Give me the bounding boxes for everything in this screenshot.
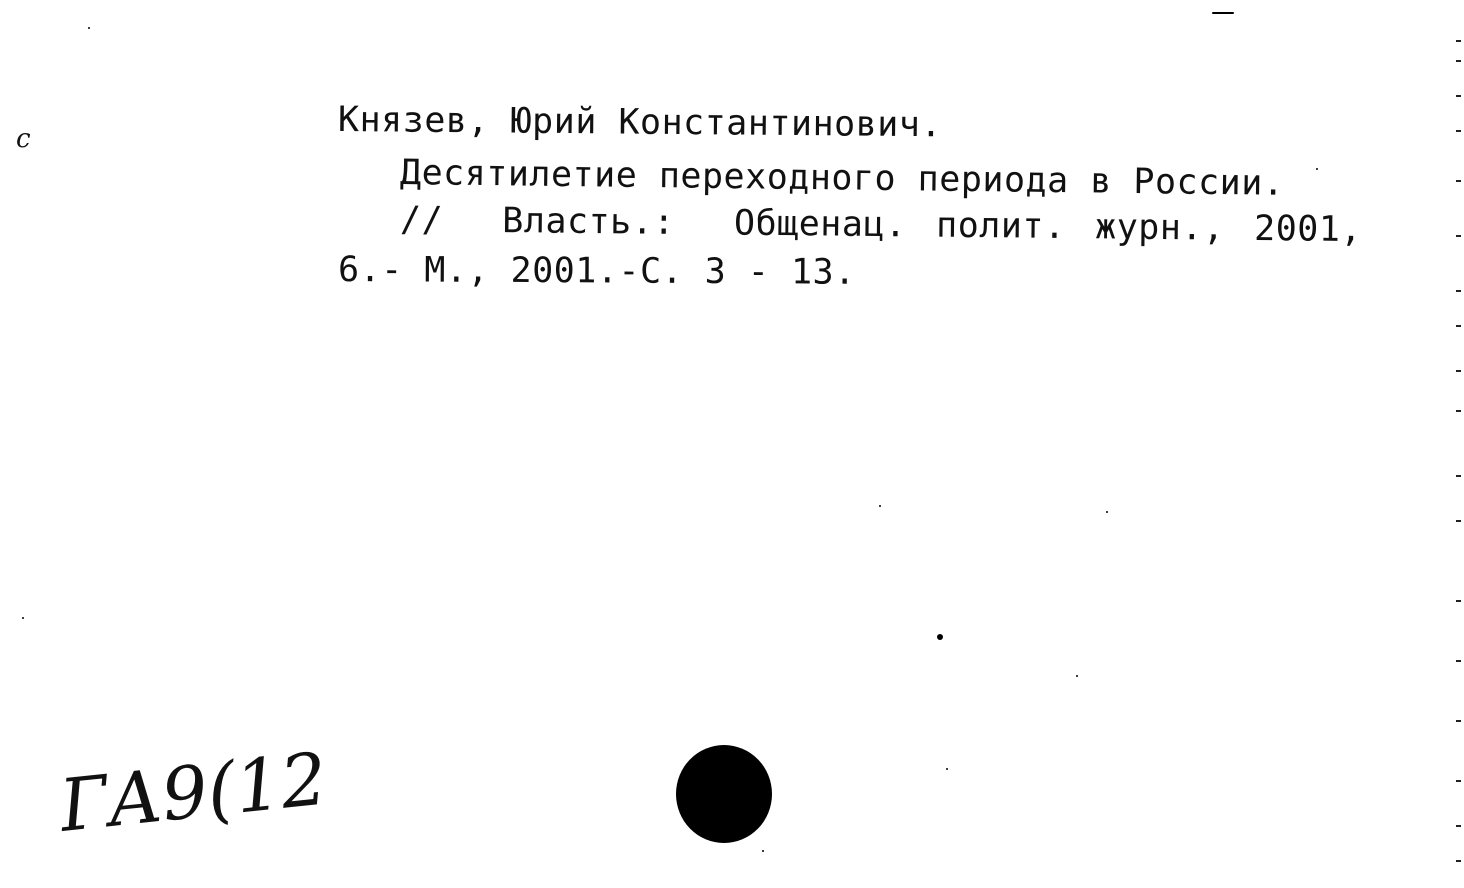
scan-speck	[762, 850, 764, 852]
edge-mark	[1456, 370, 1461, 372]
scan-speck	[1212, 12, 1234, 14]
scan-speck	[22, 617, 24, 619]
edge-mark	[1456, 475, 1461, 477]
edge-mark	[1456, 130, 1461, 132]
edge-mark	[1456, 720, 1461, 722]
edge-mark	[1456, 825, 1461, 827]
edge-mark	[1456, 410, 1461, 412]
scan-speck	[879, 505, 881, 507]
edge-mark	[1456, 660, 1461, 662]
scan-speck	[1106, 511, 1108, 513]
edge-mark	[1456, 325, 1461, 327]
scan-speck	[88, 27, 90, 29]
handwritten-shelf-code: ГА9(12	[55, 736, 331, 848]
edge-mark	[1456, 60, 1461, 62]
edge-mark	[1456, 600, 1461, 602]
author-line: Князев, Юрий Константинович.	[337, 100, 943, 146]
edge-mark	[1456, 520, 1461, 522]
imprint-line: 6.- М., 2001.-С. 3 - 13.	[337, 250, 856, 293]
edge-mark	[1456, 235, 1461, 237]
scan-speck	[937, 634, 943, 640]
edge-mark	[1456, 290, 1461, 292]
scan-speck	[1316, 168, 1318, 170]
source-line: // Власть.: Общенац. полит. журн., 2001,	[399, 200, 1363, 251]
edge-mark	[1456, 40, 1461, 42]
handwritten-mark: с	[16, 124, 31, 154]
edge-mark	[1456, 780, 1461, 782]
title-line: Десятилетие переходного периода в России.	[399, 153, 1285, 204]
punch-hole	[676, 745, 772, 843]
edge-mark	[1456, 860, 1461, 862]
edge-mark	[1456, 180, 1461, 182]
edge-mark	[1456, 95, 1461, 97]
scan-speck	[946, 768, 948, 770]
scan-speck	[1076, 675, 1078, 677]
